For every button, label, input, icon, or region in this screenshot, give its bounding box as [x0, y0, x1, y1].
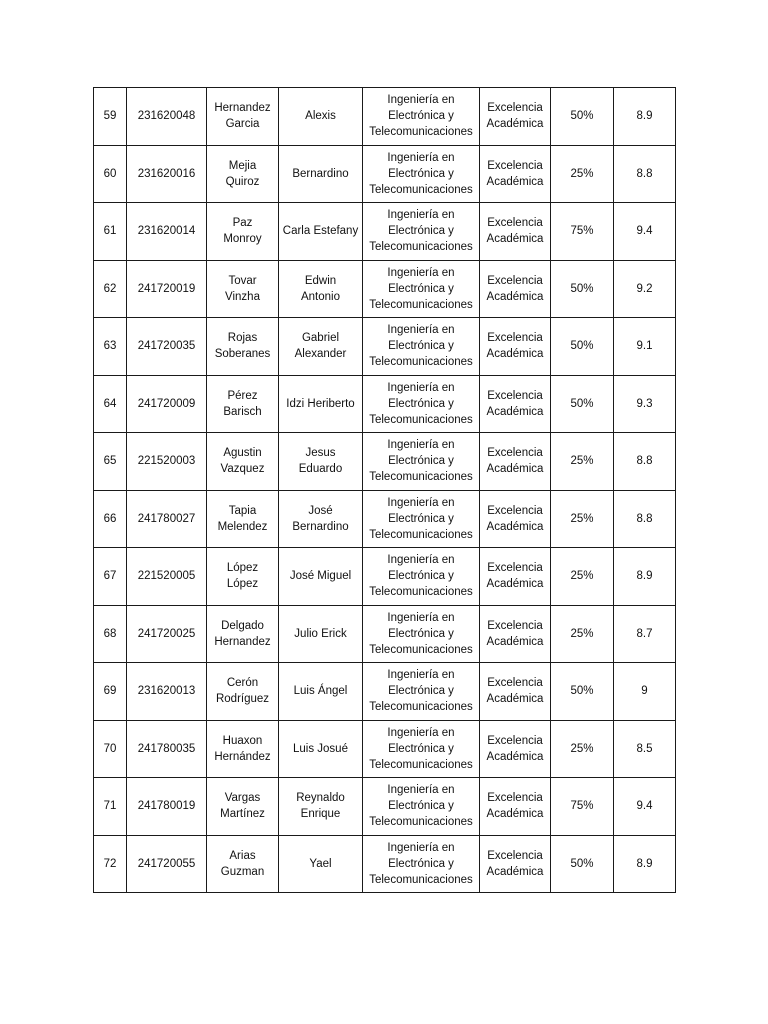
grade-average: 8.8: [614, 145, 676, 203]
first-names: Reynaldo Enrique: [279, 778, 363, 836]
scholarship-percent: 50%: [551, 318, 614, 376]
row-number: 72: [94, 835, 127, 893]
table-row: [94, 835, 676, 893]
last-names: Arias Guzman: [207, 835, 279, 893]
grade-average: 8.5: [614, 720, 676, 778]
first-names: Idzi Heriberto: [279, 375, 363, 433]
student-id: 241780019: [127, 778, 207, 836]
program: Ingeniería en Electrónica y Telecomunicaciones: [363, 375, 480, 433]
student-id: 241720025: [127, 605, 207, 663]
first-names: Jesus Eduardo: [279, 433, 363, 491]
table-row: [94, 145, 676, 203]
last-names: Hernandez Garcia: [207, 88, 279, 146]
row-number: 64: [94, 375, 127, 433]
program: Ingeniería en Electrónica y Telecomunicaciones: [363, 490, 480, 548]
program: Ingeniería en Electrónica y Telecomunicaciones: [363, 318, 480, 376]
last-names: Vargas Martínez: [207, 778, 279, 836]
row-number: 67: [94, 548, 127, 606]
scholarship-percent: 25%: [551, 433, 614, 491]
scholarship-category: Excelencia Académica: [480, 88, 551, 146]
program: Ingeniería en Electrónica y Telecomunicaciones: [363, 433, 480, 491]
row-number: 66: [94, 490, 127, 548]
last-names: Mejia Quiroz: [207, 145, 279, 203]
scholarship-percent: 50%: [551, 663, 614, 721]
student-id: 221520003: [127, 433, 207, 491]
student-id: 241720055: [127, 835, 207, 893]
grade-average: 9.2: [614, 260, 676, 318]
scholarship-category: Excelencia Académica: [480, 835, 551, 893]
student-id: 231620016: [127, 145, 207, 203]
row-number: 61: [94, 203, 127, 261]
program: Ingeniería en Electrónica y Telecomunicaciones: [363, 663, 480, 721]
first-names: Luis Josué: [279, 720, 363, 778]
program: Ingeniería en Electrónica y Telecomunicaciones: [363, 720, 480, 778]
first-names: Yael: [279, 835, 363, 893]
table-row: [94, 548, 676, 606]
program: Ingeniería en Electrónica y Telecomunicaciones: [363, 145, 480, 203]
last-names: Huaxon Hernández: [207, 720, 279, 778]
table-row: [94, 203, 676, 261]
grade-average: 9.1: [614, 318, 676, 376]
row-number: 70: [94, 720, 127, 778]
grade-average: 9: [614, 663, 676, 721]
scholarship-percent: 50%: [551, 375, 614, 433]
first-names: Alexis: [279, 88, 363, 146]
student-id: 241780027: [127, 490, 207, 548]
table-row: [94, 318, 676, 376]
last-names: Tapia Melendez: [207, 490, 279, 548]
grade-average: 8.7: [614, 605, 676, 663]
scholarship-category: Excelencia Académica: [480, 145, 551, 203]
grade-average: 8.9: [614, 88, 676, 146]
first-names: José Bernardino: [279, 490, 363, 548]
row-number: 62: [94, 260, 127, 318]
scholarship-category: Excelencia Académica: [480, 720, 551, 778]
scholarship-percent: 50%: [551, 835, 614, 893]
scholarship-percent: 25%: [551, 605, 614, 663]
grade-average: 9.4: [614, 203, 676, 261]
first-names: Carla Estefany: [279, 203, 363, 261]
scholarship-category: Excelencia Académica: [480, 548, 551, 606]
student-id: 241720009: [127, 375, 207, 433]
last-names: Delgado Hernandez: [207, 605, 279, 663]
scholarship-percent: 75%: [551, 203, 614, 261]
grade-average: 8.8: [614, 490, 676, 548]
first-names: Luis Ángel: [279, 663, 363, 721]
scholarship-category: Excelencia Académica: [480, 375, 551, 433]
row-number: 71: [94, 778, 127, 836]
program: Ingeniería en Electrónica y Telecomunicaciones: [363, 778, 480, 836]
last-names: Paz Monroy: [207, 203, 279, 261]
scholarship-category: Excelencia Académica: [480, 433, 551, 491]
table-row: [94, 260, 676, 318]
scholarship-category: Excelencia Académica: [480, 663, 551, 721]
program: Ingeniería en Electrónica y Telecomunicaciones: [363, 260, 480, 318]
student-id: 221520005: [127, 548, 207, 606]
scholarship-percent: 25%: [551, 145, 614, 203]
row-number: 65: [94, 433, 127, 491]
row-number: 59: [94, 88, 127, 146]
table-row: [94, 663, 676, 721]
scholarship-percent: 50%: [551, 88, 614, 146]
scholarship-category: Excelencia Académica: [480, 260, 551, 318]
last-names: Rojas Soberanes: [207, 318, 279, 376]
scholarship-category: Excelencia Académica: [480, 605, 551, 663]
grade-average: 9.3: [614, 375, 676, 433]
table-row: [94, 375, 676, 433]
scholarship-category: Excelencia Académica: [480, 490, 551, 548]
last-names: López López: [207, 548, 279, 606]
first-names: Julio Erick: [279, 605, 363, 663]
student-id: 241780035: [127, 720, 207, 778]
first-names: Bernardino: [279, 145, 363, 203]
scholarship-percent: 25%: [551, 490, 614, 548]
table-row: [94, 433, 676, 491]
program: Ingeniería en Electrónica y Telecomunicaciones: [363, 835, 480, 893]
first-names: Edwin Antonio: [279, 260, 363, 318]
scholarship-percent: 25%: [551, 548, 614, 606]
scholarship-percent: 50%: [551, 260, 614, 318]
scholarship-category: Excelencia Académica: [480, 318, 551, 376]
grade-average: 8.9: [614, 835, 676, 893]
last-names: Agustin Vazquez: [207, 433, 279, 491]
program: Ingeniería en Electrónica y Telecomunicaciones: [363, 548, 480, 606]
grade-average: 9.4: [614, 778, 676, 836]
student-id: 231620014: [127, 203, 207, 261]
program: Ingeniería en Electrónica y Telecomunicaciones: [363, 88, 480, 146]
last-names: Tovar Vinzha: [207, 260, 279, 318]
first-names: José Miguel: [279, 548, 363, 606]
table-row: [94, 605, 676, 663]
first-names: Gabriel Alexander: [279, 318, 363, 376]
row-number: 68: [94, 605, 127, 663]
student-id: 241720035: [127, 318, 207, 376]
table-row: [94, 778, 676, 836]
scholarship-category: Excelencia Académica: [480, 203, 551, 261]
table-row: [94, 88, 676, 146]
program: Ingeniería en Electrónica y Telecomunicaciones: [363, 605, 480, 663]
scholarship-table: [93, 87, 676, 893]
scholarship-percent: 25%: [551, 720, 614, 778]
student-id: 231620048: [127, 88, 207, 146]
scholarship-percent: 75%: [551, 778, 614, 836]
grade-average: 8.8: [614, 433, 676, 491]
student-id: 231620013: [127, 663, 207, 721]
table-row: [94, 720, 676, 778]
last-names: Pérez Barisch: [207, 375, 279, 433]
row-number: 63: [94, 318, 127, 376]
program: Ingeniería en Electrónica y Telecomunicaciones: [363, 203, 480, 261]
scholarship-category: Excelencia Académica: [480, 778, 551, 836]
row-number: 60: [94, 145, 127, 203]
last-names: Cerón Rodríguez: [207, 663, 279, 721]
row-number: 69: [94, 663, 127, 721]
grade-average: 8.9: [614, 548, 676, 606]
table-row: [94, 490, 676, 548]
student-id: 241720019: [127, 260, 207, 318]
